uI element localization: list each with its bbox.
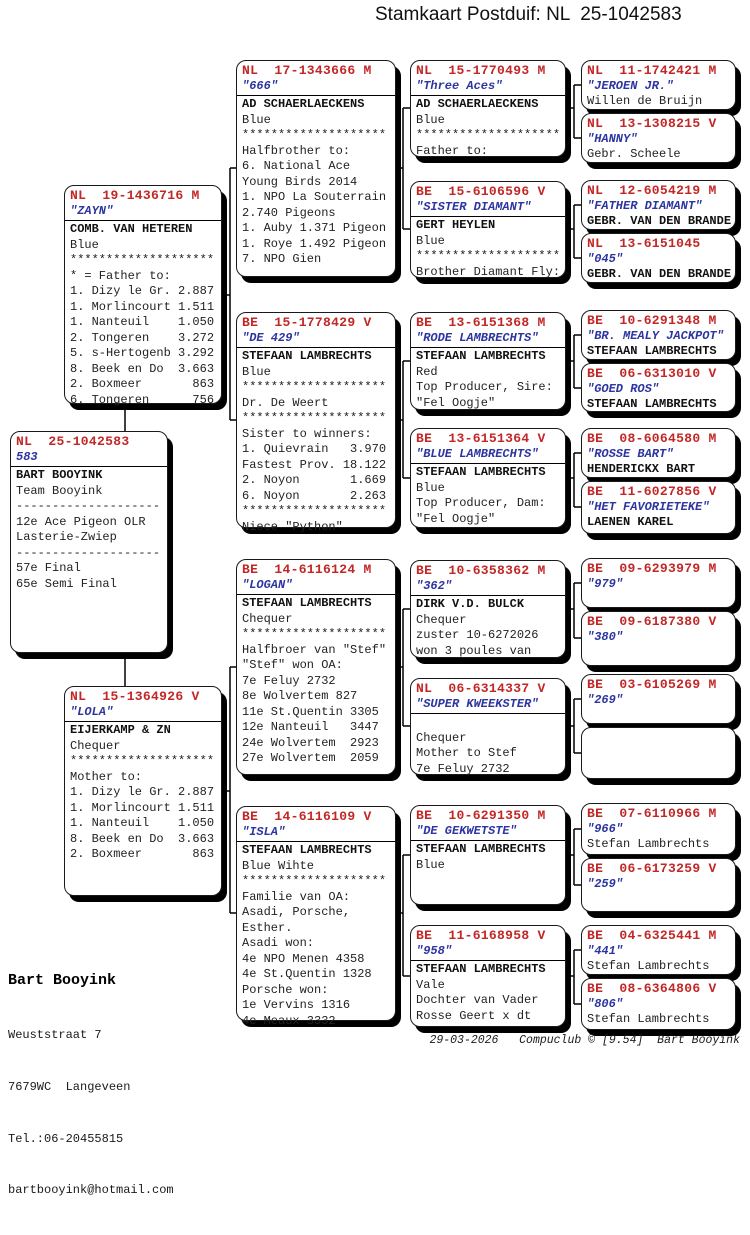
ring-number: BE 10-6291350 M xyxy=(416,808,546,823)
info-line: 4e Meaux 3332 xyxy=(242,1013,336,1028)
contact-phone-line: Tel.:06-20455815 xyxy=(8,1131,124,1146)
info-line: ******************** xyxy=(416,249,561,263)
pedigree-box-b966 xyxy=(581,803,736,855)
contact-city-line: 7679WC Langeveen xyxy=(8,1079,131,1094)
ring-number: BE 03-6105269 M xyxy=(587,677,717,692)
info-line: 7. NPO Gien xyxy=(242,252,322,266)
info-line: Top Producer, Sire: xyxy=(416,380,553,394)
name-underline xyxy=(411,960,565,961)
pigeon-name: "JEROEN JR." xyxy=(587,78,674,93)
info-line: 1. Roye 1.492 Pigeon xyxy=(242,236,387,251)
info-line: 2. Tongeren 3.272 xyxy=(70,330,215,345)
name-underline xyxy=(11,466,167,467)
owner-name: LAENEN KAREL xyxy=(587,515,674,529)
info-line: -------------------- xyxy=(16,499,161,513)
pedigree-box-rossebart xyxy=(581,428,736,478)
info-line: Vale xyxy=(416,977,445,992)
info-line: Chequer xyxy=(242,611,293,626)
name-underline xyxy=(411,595,565,596)
pedigree-box-b958 xyxy=(410,925,566,1027)
owner-name: STEFAAN LAMBRECHTS xyxy=(587,344,717,358)
pedigree-box-threeaces xyxy=(410,60,566,157)
info-line: Blue xyxy=(416,480,445,495)
ring-number: BE 15-6106596 V xyxy=(416,184,546,199)
info-line: 27e Wolvertem 2059 xyxy=(242,751,379,765)
info-line: 1. Morlincourt 1.511 xyxy=(70,299,215,314)
ring-number: NL 19-1436716 M xyxy=(70,188,200,203)
pedigree-box-b441 xyxy=(581,925,736,975)
info-line: won 3 poules van xyxy=(416,643,532,658)
info-line: 2. Noyon 1.669 xyxy=(242,473,387,487)
info-line: Gebr. Scheele xyxy=(587,147,681,161)
ring-number: BE 11-6027856 V xyxy=(587,484,717,499)
info-line: 5. s-Hertogenb 3.292 xyxy=(70,346,215,360)
info-line: Blue xyxy=(416,233,445,248)
pedigree-box-b259 xyxy=(581,858,736,912)
ring-number: BE 13-6151368 M xyxy=(416,315,546,330)
info-line: * = Father to: xyxy=(70,268,171,283)
pigeon-name: "441" xyxy=(587,943,624,958)
ring-number: NL 15-1364926 V xyxy=(70,689,200,704)
info-line: ******************** xyxy=(242,627,387,641)
pigeon-name: "966" xyxy=(587,821,624,836)
ring-number: BE 10-6358362 M xyxy=(416,563,546,578)
info-line: ******************** xyxy=(70,754,215,768)
ring-number: NL 06-6314337 V xyxy=(416,681,546,696)
info-line: Mother to Stef xyxy=(416,746,517,760)
pedigree-box-favorieteke xyxy=(581,481,736,534)
pigeon-name: "RODE LAMBRECHTS" xyxy=(416,330,539,345)
pedigree-box-subject xyxy=(10,431,168,653)
pigeon-name: "BLUE LAMBRECHTS" xyxy=(416,446,539,461)
ring-number: NL 13-6151045 xyxy=(587,236,701,251)
name-underline xyxy=(65,721,221,722)
info-line: 8e Wolvertem 827 xyxy=(242,689,358,703)
page-title: Stamkaart Postduif: NL 25-1042583 xyxy=(375,4,682,25)
contact-email-line: bartbooyink@hotmail.com xyxy=(8,1183,174,1198)
pedigree-box-hanny xyxy=(581,113,736,163)
info-line: Halfbroer van "Stef" xyxy=(242,642,387,657)
name-underline xyxy=(65,220,221,221)
info-line: ******************** xyxy=(242,504,387,518)
owner-name: STEFAAN LAMBRECHTS xyxy=(242,349,372,363)
info-line: 1. Nanteuil 1.050 xyxy=(70,315,215,329)
ring-number: BE 15-1778429 V xyxy=(242,315,372,330)
owner-name: STEFAAN LAMBRECHTS xyxy=(242,843,372,857)
owner-name: AD SCHAERLAECKENS xyxy=(416,97,539,111)
contact-name: Bart Booyink xyxy=(8,972,117,989)
pedigree-box-b269 xyxy=(581,674,736,724)
info-line: Esther. xyxy=(242,920,293,935)
ring-number: BE 14-6116109 V xyxy=(242,809,372,824)
owner-name: DIRK V.D. BULCK xyxy=(416,597,525,611)
ring-number: BE 09-6293979 M xyxy=(587,561,717,576)
info-line: Rosse Geert x dt xyxy=(416,1008,532,1023)
pedigree-box-jeroenjr xyxy=(581,60,736,110)
info-line: Young Birds 2014 xyxy=(242,174,358,189)
info-line: 8. Beek en Do 3.663 xyxy=(70,831,215,846)
name-underline xyxy=(411,347,565,348)
info-line: Porsche won: xyxy=(242,982,329,997)
pedigree-box-b380 xyxy=(581,611,736,666)
owner-name: STEFAAN LAMBRECHTS xyxy=(416,962,546,976)
owner-name: STEFAAN LAMBRECHTS xyxy=(587,397,717,411)
info-line: 12e Ace Pigeon OLR xyxy=(16,514,146,529)
info-line: 11e St.Quentin 3305 xyxy=(242,704,379,719)
info-line: Sister to winners: xyxy=(242,426,372,441)
pedigree-box-superkweekster xyxy=(410,678,566,775)
info-line: 1. Dizy le Gr. 2.887 xyxy=(70,785,215,799)
info-line: 2.740 Pigeons xyxy=(242,205,336,220)
contact-block xyxy=(8,934,174,1235)
info-line: 4e NPO Menen 4358 xyxy=(242,951,365,966)
name-underline xyxy=(411,216,565,217)
pigeon-name: "SUPER KWEEKSTER" xyxy=(416,696,539,711)
info-line: 6. Noyon 2.263 xyxy=(242,488,387,503)
info-line: 1e Vervins 1316 xyxy=(242,998,351,1012)
pigeon-name: "806" xyxy=(587,996,624,1011)
pigeon-name: "ZAYN" xyxy=(70,203,114,218)
info-line: Familie van OA: xyxy=(242,889,351,904)
info-line: Brother Diamant Fly: xyxy=(416,264,561,279)
pedigree-box-blue xyxy=(410,428,566,528)
pigeon-name: "HANNY" xyxy=(587,131,638,146)
info-line: 65e Semi Final xyxy=(16,576,117,591)
info-line: 12e Nanteuil 3447 xyxy=(242,720,379,734)
pigeon-name: "Three Aces" xyxy=(416,78,503,93)
info-line: Halfbrother to: xyxy=(242,143,351,158)
pigeon-name: "259" xyxy=(587,876,624,891)
info-line: 7e Feluy 2732 xyxy=(242,673,336,688)
name-underline xyxy=(411,463,565,464)
info-line: Blue xyxy=(70,237,99,252)
ring-number: NL 11-1742421 M xyxy=(587,63,717,78)
pedigree-box-b979 xyxy=(581,558,736,608)
owner-name: STEFAAN LAMBRECHTS xyxy=(416,465,546,479)
info-line: Niece "Python" xyxy=(242,519,343,534)
pigeon-name: "ISLA" xyxy=(242,824,286,839)
name-underline xyxy=(411,95,565,96)
name-underline xyxy=(237,95,395,96)
info-line: 4e St.Quentin 1328 xyxy=(242,967,372,981)
pigeon-name: "GOED ROS" xyxy=(587,381,660,396)
info-line: 2. Boxmeer 863 xyxy=(70,377,215,391)
pedigree-box-b666 xyxy=(236,60,396,277)
pigeon-name: "DE GEKWETSTE" xyxy=(416,823,517,838)
ring-number: BE 08-6364806 V xyxy=(587,981,717,996)
ring-number: BE 06-6173259 V xyxy=(587,861,717,876)
owner-name: STEFAAN LAMBRECHTS xyxy=(416,842,546,856)
info-line: Willen de Bruijn xyxy=(587,94,703,108)
ring-number: NL 17-1343666 M xyxy=(242,63,372,78)
name-underline xyxy=(237,841,395,842)
ring-number: BE 07-6110966 M xyxy=(587,806,717,821)
pedigree-box-emptybox xyxy=(581,727,736,779)
pedigree-box-rode xyxy=(410,312,566,410)
owner-name: GEBR. VAN DEN BRANDE xyxy=(587,214,732,228)
info-line: 1. NPO La Souterrain xyxy=(242,190,387,204)
info-line: 6. Tongeren 756 xyxy=(70,392,215,407)
info-line: Dochter van Vader xyxy=(416,993,539,1007)
info-line: Father to: xyxy=(416,143,489,158)
info-line: 57e Final xyxy=(16,561,81,575)
pedigree-box-gekwetste xyxy=(410,805,566,905)
ring-number: BE 11-6168958 V xyxy=(416,928,546,943)
pigeon-name: "ROSSE BART" xyxy=(587,446,674,461)
pigeon-name: "958" xyxy=(416,943,453,958)
pigeon-name: "979" xyxy=(587,576,624,591)
info-line: Top Producer, Dam: xyxy=(416,496,546,510)
ring-number: NL 12-6054219 M xyxy=(587,183,717,198)
info-line: 1. Quievrain 3.970 xyxy=(242,442,387,456)
owner-name: STEFAAN LAMBRECHTS xyxy=(242,596,372,610)
info-line: "Fel Oogje" xyxy=(416,395,496,410)
info-line: "Stef" won OA: xyxy=(242,658,343,672)
name-underline xyxy=(237,347,395,348)
pigeon-name: "HET FAVORIETEKE" xyxy=(587,499,710,514)
info-line: Blue xyxy=(416,112,445,127)
info-line: Dr. De Weert xyxy=(242,395,329,410)
owner-name: STEFAAN LAMBRECHTS xyxy=(416,349,546,363)
pigeon-name: "BR. MEALY JACKPOT" xyxy=(587,328,724,343)
info-line: Red xyxy=(416,364,438,379)
owner-name: GEBR. VAN DEN BRANDE xyxy=(587,267,732,281)
info-line: Fastest Prov. 18.122 xyxy=(242,457,387,472)
pedigree-box-b045 xyxy=(581,233,736,283)
pedigree-box-goedros xyxy=(581,363,736,412)
pedigree-box-b806 xyxy=(581,978,736,1030)
info-line: Blue xyxy=(242,364,271,379)
pigeon-name: "380" xyxy=(587,629,624,644)
pigeon-name: "362" xyxy=(416,578,453,593)
info-line: 24e Wolvertem 2923 xyxy=(242,735,379,750)
pigeon-name: "LOGAN" xyxy=(242,577,293,592)
pedigree-box-de429 xyxy=(236,312,396,534)
pedigree-box-mealy xyxy=(581,310,736,360)
name-underline xyxy=(411,840,565,841)
info-line: "Fel Oogje" xyxy=(416,511,496,526)
owner-name: AD SCHAERLAECKENS xyxy=(242,97,365,111)
info-line: 2. Boxmeer 863 xyxy=(70,847,215,861)
footer-line: 29-03-2026 Compuclub © [9.54] Bart Booyink xyxy=(429,1034,740,1047)
ring-number: BE 08-6064580 M xyxy=(587,431,717,446)
owner-name: HENDERICKX BART xyxy=(587,462,696,476)
info-line: zuster 10-6272026 xyxy=(416,628,539,642)
info-line: -------------------- xyxy=(16,545,161,560)
info-line: Asadi, Porsche, xyxy=(242,905,351,919)
name-underline xyxy=(411,713,565,714)
pigeon-name: "045" xyxy=(587,251,624,266)
pedigree-box-b362 xyxy=(410,560,566,658)
ring-number: BE 14-6116124 M xyxy=(242,562,372,577)
info-line: ******************** xyxy=(416,128,561,142)
info-line: Chequer xyxy=(416,612,467,627)
pedigree-box-fatherdiamant xyxy=(581,180,736,230)
owner-name: EIJERKAMP & ZN xyxy=(70,723,171,737)
info-line: Stefan Lambrechts xyxy=(587,837,710,851)
pedigree-box-logan xyxy=(236,559,396,775)
contact-address-line: Weuststraat 7 xyxy=(8,1028,102,1042)
info-line: ******************** xyxy=(242,380,387,394)
pedigree-box-sisterdiamant xyxy=(410,181,566,278)
info-line: ******************** xyxy=(242,128,387,142)
info-line: ******************** xyxy=(242,411,387,425)
info-line: Blue Wihte xyxy=(242,858,315,873)
pigeon-name: 583 xyxy=(16,449,38,464)
pigeon-name: "LOLA" xyxy=(70,704,114,719)
info-line: Stefan Lambrechts xyxy=(587,959,710,973)
info-line: Team Booyink xyxy=(16,483,103,498)
info-line: Asadi won: xyxy=(242,936,315,950)
pigeon-name: "269" xyxy=(587,692,624,707)
info-line: 1. Morlincourt 1.511 xyxy=(70,800,215,815)
ring-number: NL 13-1308215 V xyxy=(587,116,717,131)
pigeon-name: "666" xyxy=(242,78,279,93)
ring-number: BE 09-6187380 V xyxy=(587,614,717,629)
info-line: Chequer xyxy=(70,738,121,753)
pigeon-name: "SISTER DIAMANT" xyxy=(416,199,532,214)
pedigree-box-zayn xyxy=(64,185,222,407)
info-line: ******************** xyxy=(242,874,387,888)
info-line: 1. Auby 1.371 Pigeon xyxy=(242,221,387,235)
info-line: 8. Beek en Do 3.663 xyxy=(70,361,215,376)
owner-name xyxy=(416,715,560,731)
ring-number: NL 25-1042583 xyxy=(16,434,130,449)
info-line: 1. Nanteuil 1.050 xyxy=(70,816,215,830)
info-line: 7e Feluy 2732 xyxy=(416,761,510,776)
ring-number: BE 10-6291348 M xyxy=(587,313,717,328)
pedigree-box-isla xyxy=(236,806,396,1028)
ring-number: BE 13-6151364 V xyxy=(416,431,546,446)
info-line: Blue xyxy=(242,112,271,127)
info-line: 1. Dizy le Gr. 2.887 xyxy=(70,284,215,298)
pigeon-name: "DE 429" xyxy=(242,330,300,345)
info-line: Blue xyxy=(416,857,445,872)
ring-number: NL 15-1770493 M xyxy=(416,63,546,78)
info-line: 6. National Ace xyxy=(242,159,351,173)
owner-name: BART BOOYINK xyxy=(16,468,103,482)
info-line: Mother to: xyxy=(70,769,143,784)
info-line: Chequer xyxy=(416,730,467,745)
pedigree-box-lola xyxy=(64,686,222,896)
owner-name: COMB. VAN HETEREN xyxy=(70,222,193,236)
owner-name: GERT HEYLEN xyxy=(416,218,496,232)
name-underline xyxy=(237,594,395,595)
pigeon-name: "FATHER DIAMANT" xyxy=(587,198,703,213)
ring-number: BE 06-6313010 V xyxy=(587,366,717,381)
info-line: ******************** xyxy=(70,253,215,267)
info-line: Lasterie-Zwiep xyxy=(16,530,117,544)
info-line: Stefan Lambrechts xyxy=(587,1012,710,1026)
ring-number: BE 04-6325441 M xyxy=(587,928,717,943)
